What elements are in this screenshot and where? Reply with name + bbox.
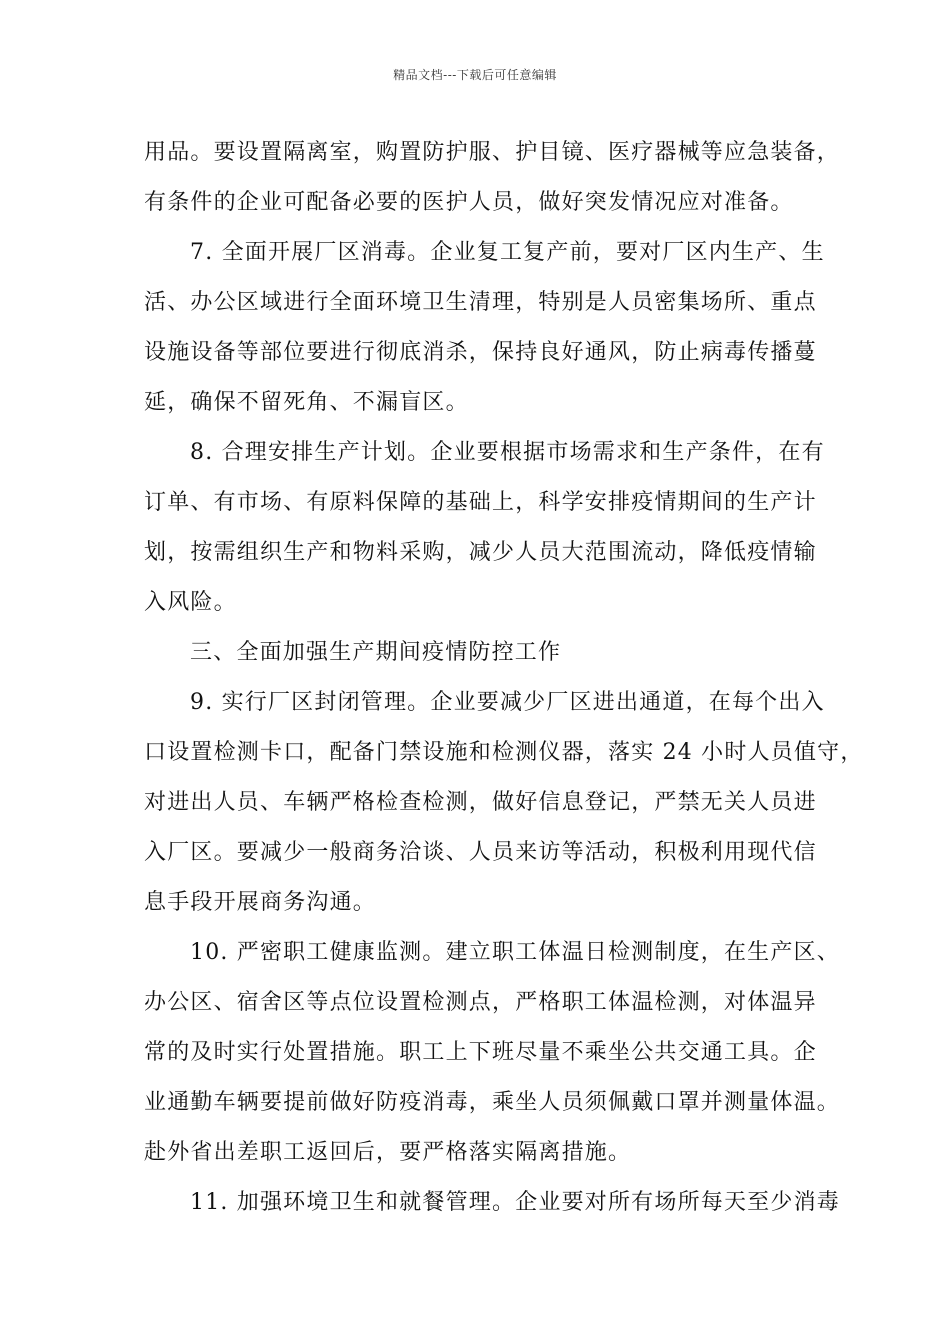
- text-line: 办公区、宿舍区等点位设置检测点，严格职工体温检测，对体温异: [144, 990, 817, 1015]
- text-line: 设施设备等部位要进行彻底消杀，保持良好通风，防止病毒传播蔓: [144, 340, 817, 365]
- text-line: 7. 全面开展厂区消毒。企业复工复产前，要对厂区内生产、生: [190, 240, 825, 265]
- text-line: 有条件的企业可配备必要的医护人员，做好突发情况应对准备。: [144, 190, 794, 215]
- section-heading: 三、全面加强生产期间疫情防控工作: [190, 640, 562, 665]
- text-line: 口设置检测卡口，配备门禁设施和检测仪器，落实 24 小时人员值守，: [144, 740, 864, 765]
- text-line: 对进出人员、车辆严格检查检测，做好信息登记，严禁无关人员进: [144, 790, 817, 815]
- text-line: 11. 加强环境卫生和就餐管理。企业要对所有场所每天至少消毒: [190, 1190, 840, 1215]
- text-line: 9. 实行厂区封闭管理。企业要减少厂区进出通道，在每个出入: [190, 690, 825, 715]
- text-line: 赴外省出差职工返回后，要严格落实隔离措施。: [144, 1140, 632, 1165]
- page-header: 精品文档---下载后可任意编辑: [393, 68, 557, 82]
- text-line: 入厂区。要减少一般商务洽谈、人员来访等活动，积极利用现代信: [144, 840, 817, 865]
- text-line: 划，按需组织生产和物料采购，减少人员大范围流动，降低疫情输: [144, 540, 817, 565]
- text-line: 常的及时实行处置措施。职工上下班尽量不乘坐公共交通工具。企: [144, 1040, 817, 1065]
- text-line: 活、办公区域进行全面环境卫生清理，特别是人员密集场所、重点: [144, 290, 817, 315]
- text-line: 用品。要设置隔离室，购置防护服、护目镜、医疗器械等应急装备，: [144, 140, 841, 165]
- text-line: 订单、有市场、有原料保障的基础上，科学安排疫情期间的生产计: [144, 490, 817, 515]
- text-line: 10. 严密职工健康监测。建立职工体温日检测制度，在生产区、: [190, 940, 840, 965]
- text-line: 8. 合理安排生产计划。企业要根据市场需求和生产条件，在有: [190, 440, 825, 465]
- document-body: [144, 128, 864, 1228]
- text-line: 业通勤车辆要提前做好防疫消毒，乘坐人员须佩戴口罩并测量体温。: [144, 1090, 841, 1115]
- text-line: 入风险。: [144, 590, 237, 615]
- text-line: 息手段开展商务沟通。: [144, 890, 377, 915]
- text-line: 延，确保不留死角、不漏盲区。: [144, 390, 469, 415]
